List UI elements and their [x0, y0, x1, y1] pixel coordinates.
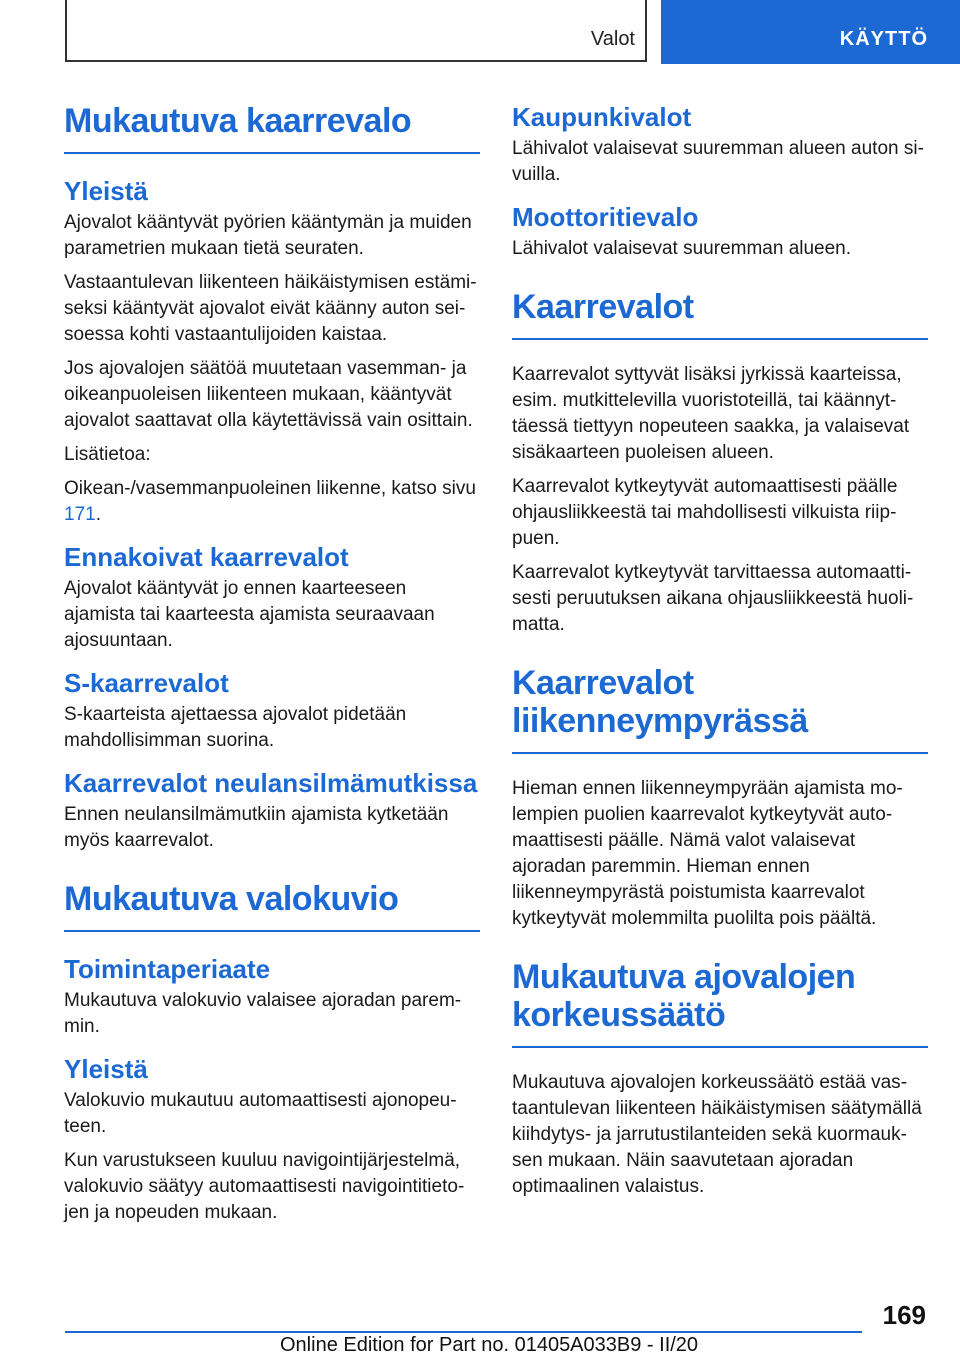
paragraph: Hieman ennen liikenneympyrään ajamista molempien puolien kaarrevalot kytkeytyvät automaattisesti päälle. Nämä valot valaisevat ajoradan paremmin. Hieman ennen liikenneympyrästä poistumista kaarrevalot kytkeytyvät molemmilta puolilta pois päältä. [512, 778, 903, 929]
paragraph: Ajovalot kääntyvät jo ennen kaarteeseen ajamista tai kaarteesta ajamista seuraavaan ajosuuntaan. [64, 578, 435, 651]
paragraph: Jos ajovalojen säätöä muutetaan vasemman- ja oikeanpuoleisen liikenteen mukaan, kääntyvät ajovalot saattavat olla käytettävissä vain osittain. [64, 358, 473, 431]
heading-hairpin-bends: Kaarrevalot neulansilmämutkissa [64, 768, 478, 798]
heading-roundabout-cornering: Kaarrevalot liikenneympyrässä [512, 664, 928, 754]
header-chapter-tab: KÄYTTÖ [661, 0, 960, 64]
heading-adaptive-light-pattern: Mukautuva valokuvio [64, 880, 480, 932]
paragraph: Valokuvio mukautuu automaattisesti ajonopeuteen. [64, 1090, 457, 1137]
heading-motorway-light: Moottoritievalo [512, 202, 699, 232]
paragraph: Ajovalot kääntyvät pyörien kääntymän ja muiden parametrien mukaan tietä seuraten. [64, 212, 472, 259]
heading-general-2: Yleistä [64, 1054, 148, 1084]
paragraph: S-kaarteista ajettaessa ajovalot pidetään mahdollisimman suorina. [64, 704, 407, 751]
paragraph: Ennen neulansilmämutkiin ajamista kytketään myös kaarrevalot. [64, 804, 449, 851]
paragraph: Kaarrevalot kytkeytyvät tarvittaessa automaattisesti peruutuksen aikana ohjausliikkeestä huolimatta. [512, 562, 914, 635]
paragraph: Kun varustukseen kuuluu navigointijärjestelmä, valokuvio säätyy automaattisesti navigointitietojen ja nopeuden mukaan. [64, 1150, 465, 1223]
paragraph: Lisätietoa: [64, 444, 151, 465]
heading-general-1: Yleistä [64, 176, 148, 206]
paragraph: Kaarrevalot syttyvät lisäksi jyrkissä kaarteissa, esim. mutkittelevilla vuoristoteillä, tai käännyttäessä tiettyyn nopeuteen saakka, ja valaisevat sisäkaarteen puoleisen alueen. [512, 364, 910, 463]
heading-s-curve: S-kaarrevalot [64, 668, 229, 698]
paragraph: Vastaantulevan liikenteen häikäistymisen estämiseksi kääntyvät ajovalot eivät käänny auton seisoessa kohti vastaantulijoiden kaistaa. [64, 272, 477, 345]
page-number: 169 [882, 1300, 926, 1330]
right-column [512, 102, 928, 1208]
header-section-title: Valot [590, 28, 635, 50]
heading-city-lights: Kaupunkivalot [512, 102, 692, 132]
header-frame [65, 0, 647, 62]
paragraph: Lähivalot valaisevat suuremman alueen. [512, 238, 852, 259]
footer-divider [65, 1331, 862, 1333]
heading-operating-principle: Toimintaperiaate [64, 954, 271, 984]
heading-adaptive-cornering-light: Mukautuva kaarrevalo [64, 102, 480, 154]
heading-cornering-lights: Kaarrevalot [512, 288, 928, 340]
page-reference-link[interactable]: 171 [64, 504, 96, 525]
footer-edition-text: Online Edition for Part no. 01405A033B9 - II/20 [280, 1334, 699, 1356]
paragraph: Mukautuva valokuvio valaisee ajoradan paremmin. [64, 990, 462, 1037]
heading-predictive-cornering: Ennakoivat kaarrevalot [64, 542, 349, 572]
paragraph: Mukautuva ajovalojen korkeussäätö estää vastaantulevan liikenteen häikäistymisen säätymällä kiihdytys- ja jarrutustilanteiden sekä kuormauksen mukaan. Näin saavutetaan ajoradan optimaalinen valaistus. [512, 1072, 922, 1197]
paragraph: Kaarrevalot kytkeytyvät automaattisesti päälle ohjausliikkeestä tai mahdollisesti vilkuista riippuen. [512, 476, 898, 549]
left-column [64, 102, 480, 1234]
paragraph-with-page-reference: Oikean-/vasemmanpuoleinen liikenne, katso sivu 171. [64, 478, 476, 525]
heading-adaptive-headlight-leveling: Mukautuva ajovalojen korkeussäätö [512, 958, 928, 1048]
paragraph: Lähivalot valaisevat suuremman alueen auton sivuilla. [512, 138, 924, 185]
